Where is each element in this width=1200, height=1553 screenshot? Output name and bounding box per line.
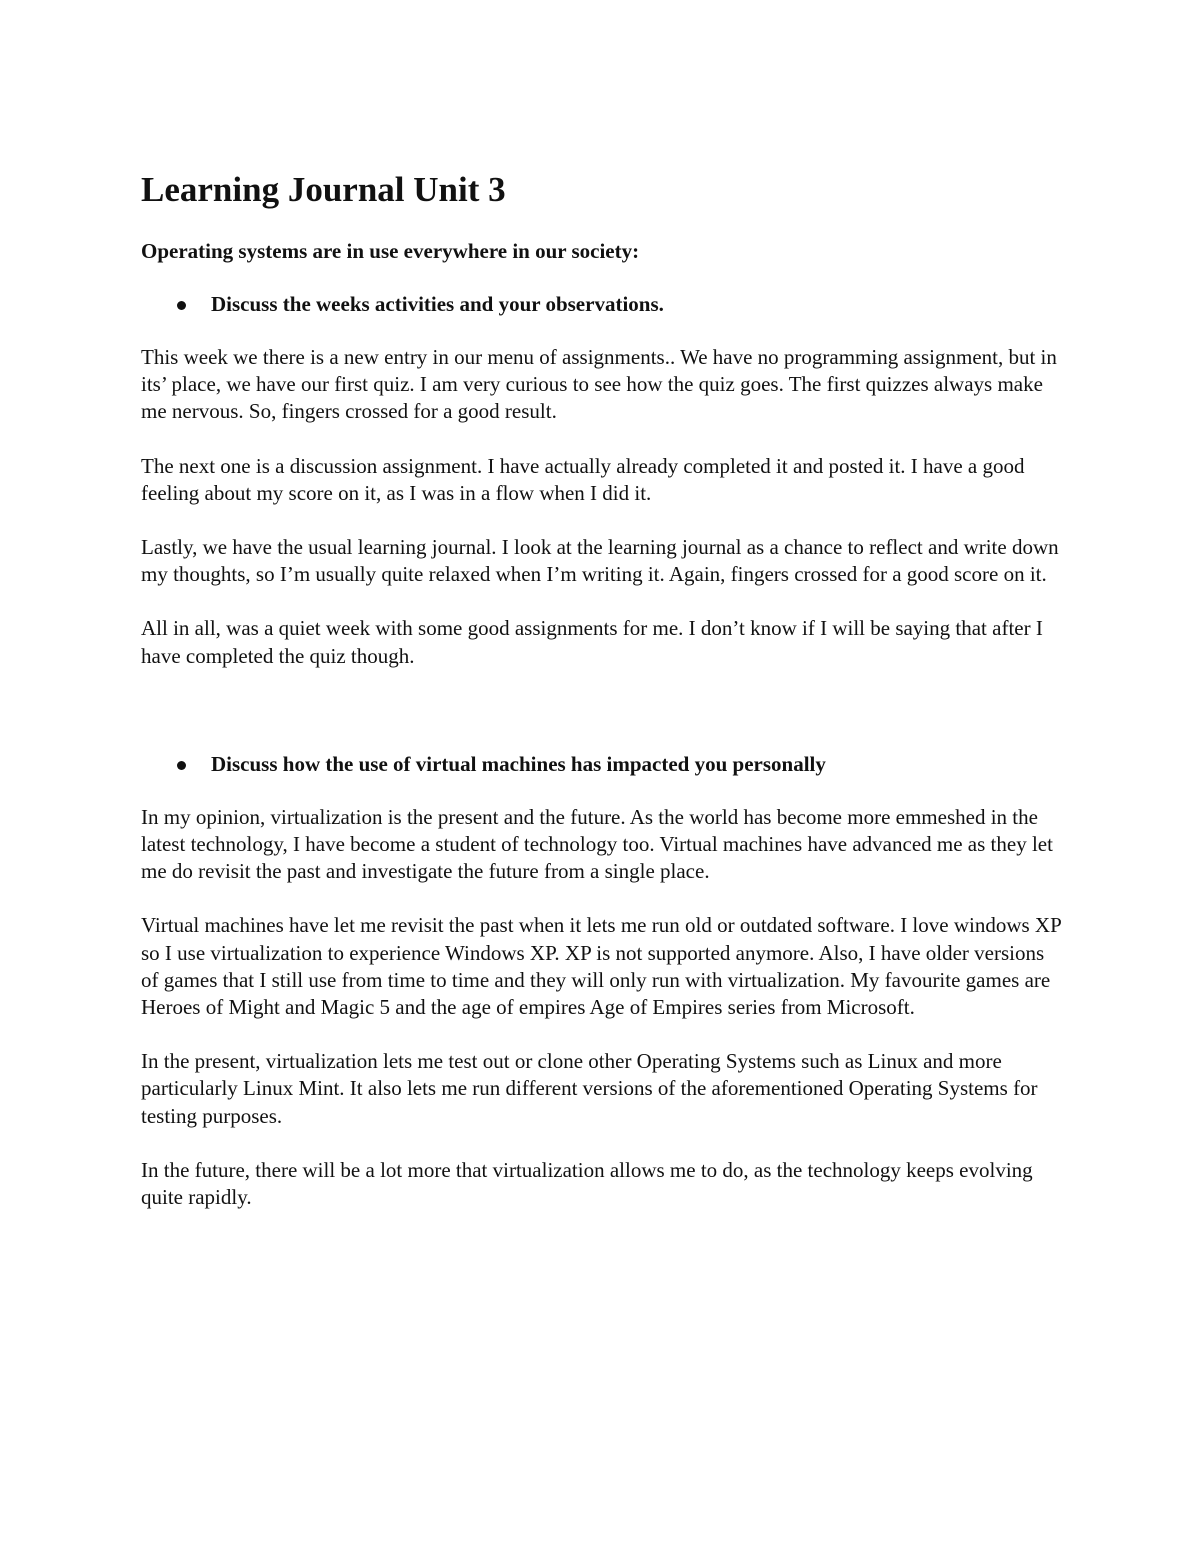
paragraph: In my opinion, virtualization is the present and the future. As the world has become more emmeshed in the latest technology, I have become a student of technology too. Virtual machines have advanced me as they let me do revisit the past and investigate the future from a single place. [141, 804, 1053, 884]
paragraph: All in all, was a quiet week with some good assignments for me. I don’t know if I will be saying that after I have completed the quiz though. [141, 616, 1043, 668]
section-heading-text: Discuss the weeks activities and your observations. [211, 292, 664, 316]
section-heading-text: Discuss how the use of virtual machines has impacted you personally [211, 751, 826, 776]
document-subtitle: Operating systems are in use everywhere in our society: [141, 239, 640, 263]
paragraph: In the present, virtualization lets me test out or clone other Operating Systems such as Linux and more particularly Linux Mint. It also lets me run different versions of the aforementioned Operating Systems for testing purposes. [141, 1049, 1038, 1128]
document-title: Learning Journal Unit 3 [141, 170, 506, 209]
section-spacer [141, 697, 1061, 751]
bullet-icon [177, 761, 186, 770]
paragraph: This week we there is a new entry in our menu of assignments.. We have no programming assignment, but in its’ place, we have our first quiz. I am very curious to see how the quiz goes. The first quizzes always make me nervous. So, fingers crossed for a good result. [141, 345, 1057, 424]
document-page [141, 168, 1061, 1238]
bullet-icon [177, 301, 186, 310]
paragraph: The next one is a discussion assignment. I have actually already completed it and posted it. I have a good feeling about my score on it, as I was in a flow when I did it. [141, 453, 1025, 505]
paragraph: Virtual machines have let me revisit the past when it lets me run old or outdated software. I love windows XP so I use virtualization to experience Windows XP. XP is not supported anymore. Also, I have older versions of games that I still use from time to time and they will only run with virtualization. My favourite games are Heroes of Might and Magic 5 and the age of empires Age of Empires series from Microsoft. [141, 913, 1061, 1020]
section-heading-activities [141, 291, 1061, 318]
section-heading-virtual-machines [141, 751, 1061, 778]
paragraph: In the future, there will be a lot more that virtualization allows me to do, as the technology keeps evolving quite rapidly. [141, 1157, 1033, 1210]
paragraph: Lastly, we have the usual learning journal. I look at the learning journal as a chance to reflect and write down my thoughts, so I’m usually quite relaxed when I’m writing it. Again, fingers crossed for a good score on it. [141, 535, 1059, 587]
